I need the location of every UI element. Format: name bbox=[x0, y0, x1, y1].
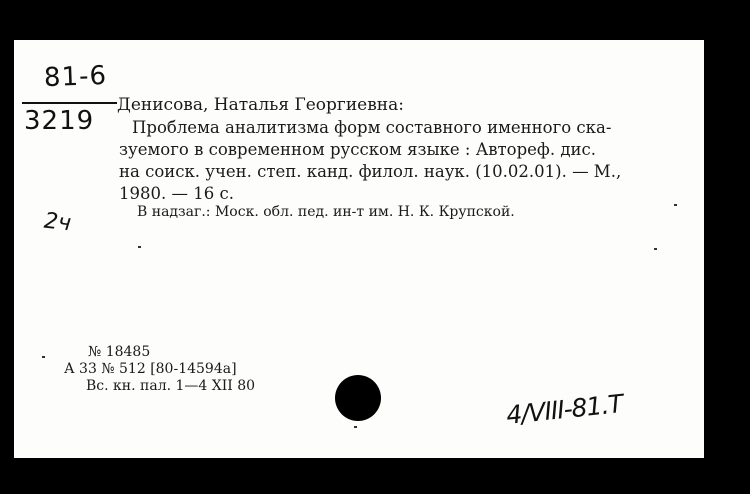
title-line-1: Проблема аналитизма форм составного именного ска- bbox=[132, 118, 612, 137]
speck bbox=[42, 356, 45, 358]
punch-hole bbox=[335, 375, 381, 421]
handwritten-signature: 4/VIII-81.Т bbox=[504, 388, 624, 431]
shelfmark-top: 81-6 bbox=[43, 60, 108, 94]
title-line-4: 1980. — 16 с. bbox=[119, 184, 234, 203]
shelfmark-bottom: 3219 bbox=[24, 106, 95, 136]
title-line-2: зуемого в современном русском языке : Автореф. дис. bbox=[119, 140, 596, 159]
title-line-3: на соиск. учен. степ. канд. филол. наук. (10.02.01). — М., bbox=[119, 162, 622, 181]
record-number: № 18485 bbox=[88, 344, 151, 360]
speck bbox=[354, 426, 357, 428]
speck bbox=[674, 204, 677, 206]
speck bbox=[138, 246, 141, 248]
accession-line: А 33 № 512 [80-14594а] bbox=[64, 361, 237, 377]
chamber-line: Вс. кн. пал. 1—4 XII 80 bbox=[86, 378, 256, 394]
speck bbox=[654, 248, 657, 250]
institution-note: В надзаг.: Моск. обл. пед. ин-т им. Н. К. Крупской. bbox=[137, 204, 515, 220]
author-heading: Денисова, Наталья Георгиевна: bbox=[117, 95, 404, 115]
shelfmark-divider bbox=[22, 102, 117, 104]
handwritten-mark: 2ч bbox=[42, 208, 73, 237]
catalog-card bbox=[14, 40, 704, 458]
